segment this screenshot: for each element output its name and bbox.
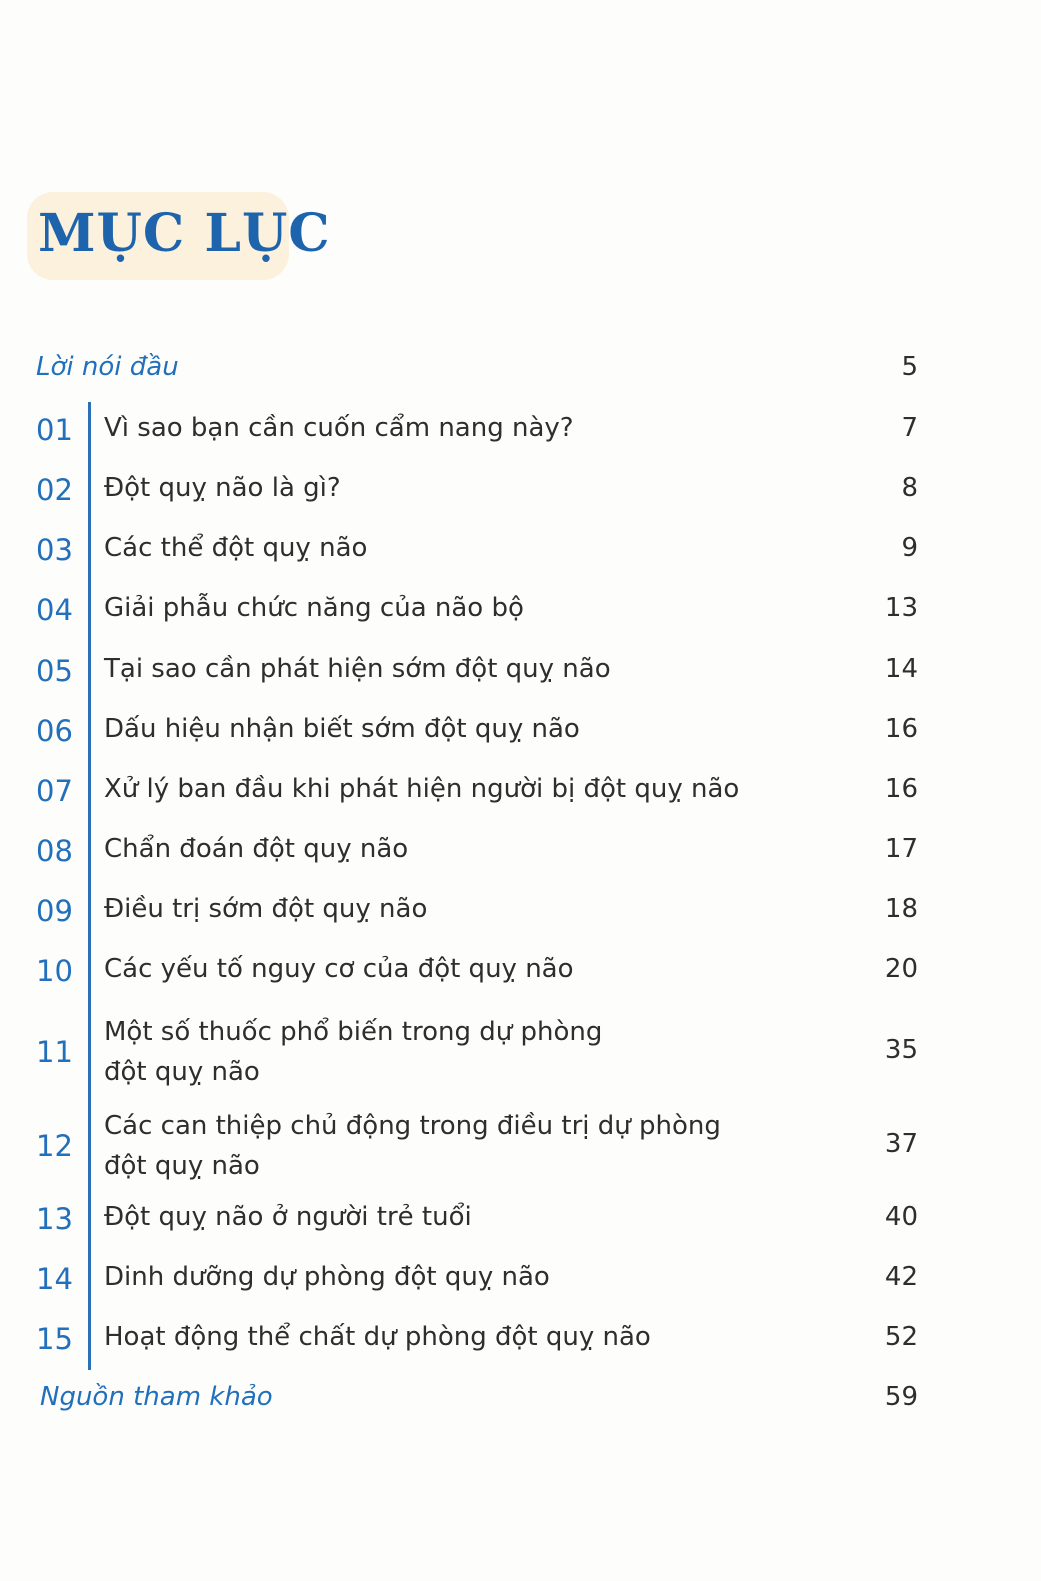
chapter-page: 16	[884, 714, 918, 744]
chapter-page: 42	[884, 1262, 918, 1292]
chapter-title: Chẩn đoán đột quỵ não	[104, 834, 409, 864]
chapter-title: Đột quỵ não ở người trẻ tuổi	[104, 1202, 472, 1232]
chapter-title: Vì sao bạn cần cuốn cẩm nang này?	[104, 413, 574, 443]
chapter-title-line2: đột quỵ não	[104, 1151, 260, 1181]
chapter-number: 15	[36, 1322, 73, 1356]
chapter-title: Xử lý ban đầu khi phát hiện người bị đột quỵ não	[104, 774, 740, 804]
chapter-number: 08	[36, 834, 73, 868]
chapter-title-line2: đột quỵ não	[104, 1057, 260, 1087]
chapter-page: 37	[884, 1129, 918, 1159]
chapter-number: 02	[36, 473, 73, 507]
chapter-title: Dấu hiệu nhận biết sớm đột quỵ não	[104, 714, 580, 744]
chapter-number: 07	[36, 774, 73, 808]
preface-page: 5	[901, 352, 918, 382]
chapter-title-line1: Các can thiệp chủ động trong điều trị dự phòng	[104, 1111, 721, 1141]
chapter-title: Hoạt động thể chất dự phòng đột quỵ não	[104, 1322, 651, 1352]
chapter-title: Đột quỵ não là gì?	[104, 473, 341, 503]
chapter-page: 18	[884, 894, 918, 924]
chapter-page: 17	[884, 834, 918, 864]
chapter-title: Các thể đột quỵ não	[104, 533, 368, 563]
chapter-number: 13	[36, 1202, 73, 1236]
chapter-page: 16	[884, 774, 918, 804]
chapter-number: 12	[36, 1129, 73, 1163]
chapter-page: 40	[884, 1202, 918, 1232]
chapter-number: 06	[36, 714, 73, 748]
page-title: MỤC LỤC	[38, 203, 331, 264]
chapter-title: Dinh dưỡng dự phòng đột quỵ não	[104, 1262, 550, 1292]
chapter-page: 8	[901, 473, 918, 503]
chapter-number: 14	[36, 1262, 73, 1296]
chapter-title: Tại sao cần phát hiện sớm đột quỵ não	[104, 654, 611, 684]
chapter-page: 52	[884, 1322, 918, 1352]
chapter-title: Các yếu tố nguy cơ của đột quỵ não	[104, 954, 574, 984]
chapter-page: 7	[901, 413, 918, 443]
chapter-page: 13	[884, 593, 918, 623]
chapter-number: 03	[36, 533, 73, 567]
chapter-number: 04	[36, 593, 73, 627]
chapter-divider-line	[88, 402, 91, 1370]
chapter-title: Giải phẫu chức năng của não bộ	[104, 593, 524, 623]
chapter-number: 10	[36, 954, 73, 988]
chapter-number: 11	[36, 1035, 73, 1069]
chapter-number: 09	[36, 894, 73, 928]
references-page: 59	[884, 1382, 918, 1412]
chapter-page: 35	[884, 1035, 918, 1065]
chapter-page: 9	[901, 533, 918, 563]
chapter-title-line1: Một số thuốc phổ biến trong dự phòng	[104, 1017, 603, 1047]
references-title: Nguồn tham khảo	[40, 1382, 273, 1412]
chapter-number: 01	[36, 413, 73, 447]
chapter-number: 05	[36, 654, 73, 688]
chapter-title: Điều trị sớm đột quỵ não	[104, 894, 428, 924]
chapter-page: 14	[884, 654, 918, 684]
preface-title: Lời nói đầu	[36, 352, 179, 382]
chapter-page: 20	[884, 954, 918, 984]
